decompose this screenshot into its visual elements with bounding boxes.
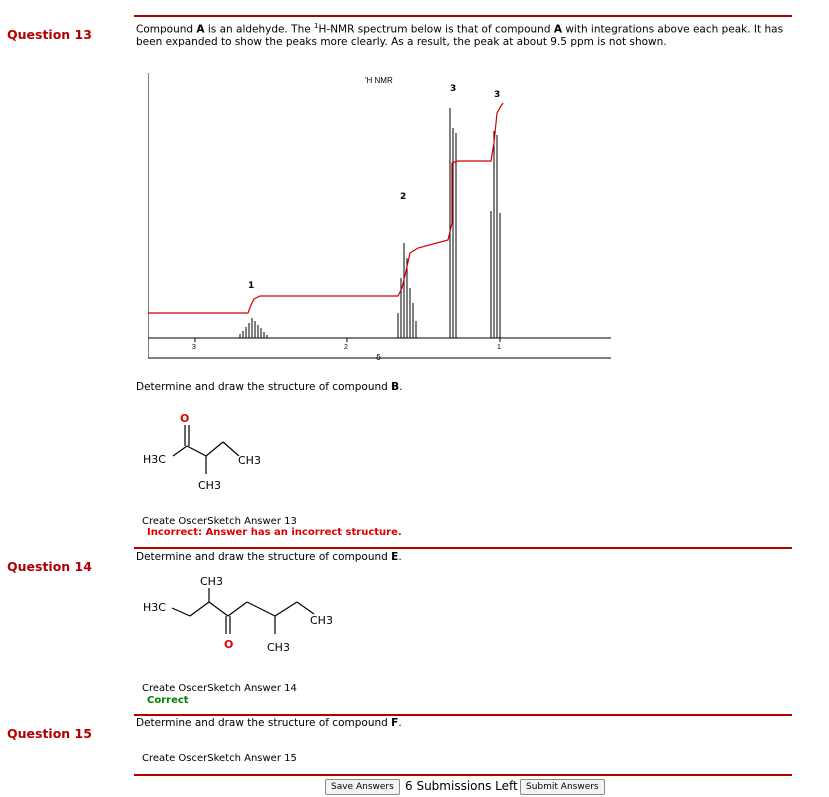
mol-e-ch3-bottom: CH3 (267, 641, 290, 654)
question-15-divider (134, 714, 792, 716)
integration-label-3b: 3 (494, 90, 501, 100)
question-13-divider (134, 15, 792, 17)
question-13-feedback: Incorrect: Answer has an incorrect structure. (147, 527, 402, 538)
question-14-prompt: Determine and draw the structure of compound E. (136, 551, 402, 563)
question-13-label: Question 13 (7, 27, 92, 42)
integration-label-1: 1 (248, 281, 255, 291)
question-13-answer-link[interactable]: Create OscerSketch Answer 13 (142, 516, 297, 527)
peak-group-3a (450, 108, 456, 338)
mol-b-ch3-bottom: CH3 (198, 479, 221, 492)
axis-tick-label-3: 3 (192, 344, 196, 351)
question-13-prompt: Compound A is an aldehyde. The $^1$H-NMR spectrum below is that of compound A with integrations above each peak. It has been expanded to show the peaks more clearly. As a result, the peak at about 9.5 ppm is not shown. (136, 22, 784, 48)
integration-label-3a: 3 (450, 84, 457, 94)
integration-label-2: 2 (400, 192, 407, 202)
peak-group-1 (240, 318, 267, 338)
save-answers-button[interactable]: Save Answers (325, 779, 400, 795)
nmr-spectrum (148, 73, 612, 370)
mol-e-ch3-right: CH3 (310, 614, 333, 627)
question-15-answer-link[interactable]: Create OscerSketch Answer 15 (142, 753, 297, 764)
spectrum-title: 'H NMR (365, 76, 393, 85)
mol-b-h3c: H3C (143, 453, 166, 466)
mol-b-ch3-right: CH3 (238, 454, 261, 467)
axis-tick-label-1: 1 (497, 344, 501, 351)
question-14-label: Question 14 (7, 559, 92, 574)
axis-tick-label-2: 2 (344, 344, 348, 351)
question-15-label: Question 15 (7, 726, 92, 741)
question-14-answer-link[interactable]: Create OscerSketch Answer 14 (142, 683, 297, 694)
question-14-feedback: Correct (147, 695, 189, 706)
axis-tick-2 (344, 338, 348, 351)
axis-tick-3 (192, 338, 196, 351)
molecule-e-structure[interactable] (140, 570, 340, 660)
mol-b-oxygen: O (180, 412, 190, 425)
axis-tick-1 (497, 338, 501, 351)
axis-delta-label: δ (376, 353, 381, 362)
question-13-subprompt: Determine and draw the structure of compound B. (136, 381, 403, 393)
mol-e-oxygen: O (224, 638, 234, 651)
mol-e-h3c: H3C (143, 601, 166, 614)
mol-e-ch3-top: CH3 (200, 575, 223, 588)
submissions-left-text: 6 Submissions Left (405, 779, 518, 793)
peak-group-3b (491, 131, 500, 338)
molecule-b-structure[interactable] (140, 408, 280, 498)
question-14-divider (134, 547, 792, 549)
question-15-prompt: Determine and draw the structure of compound F. (136, 717, 402, 729)
submit-answers-button[interactable]: Submit Answers (520, 779, 605, 795)
footer-divider (134, 774, 792, 776)
